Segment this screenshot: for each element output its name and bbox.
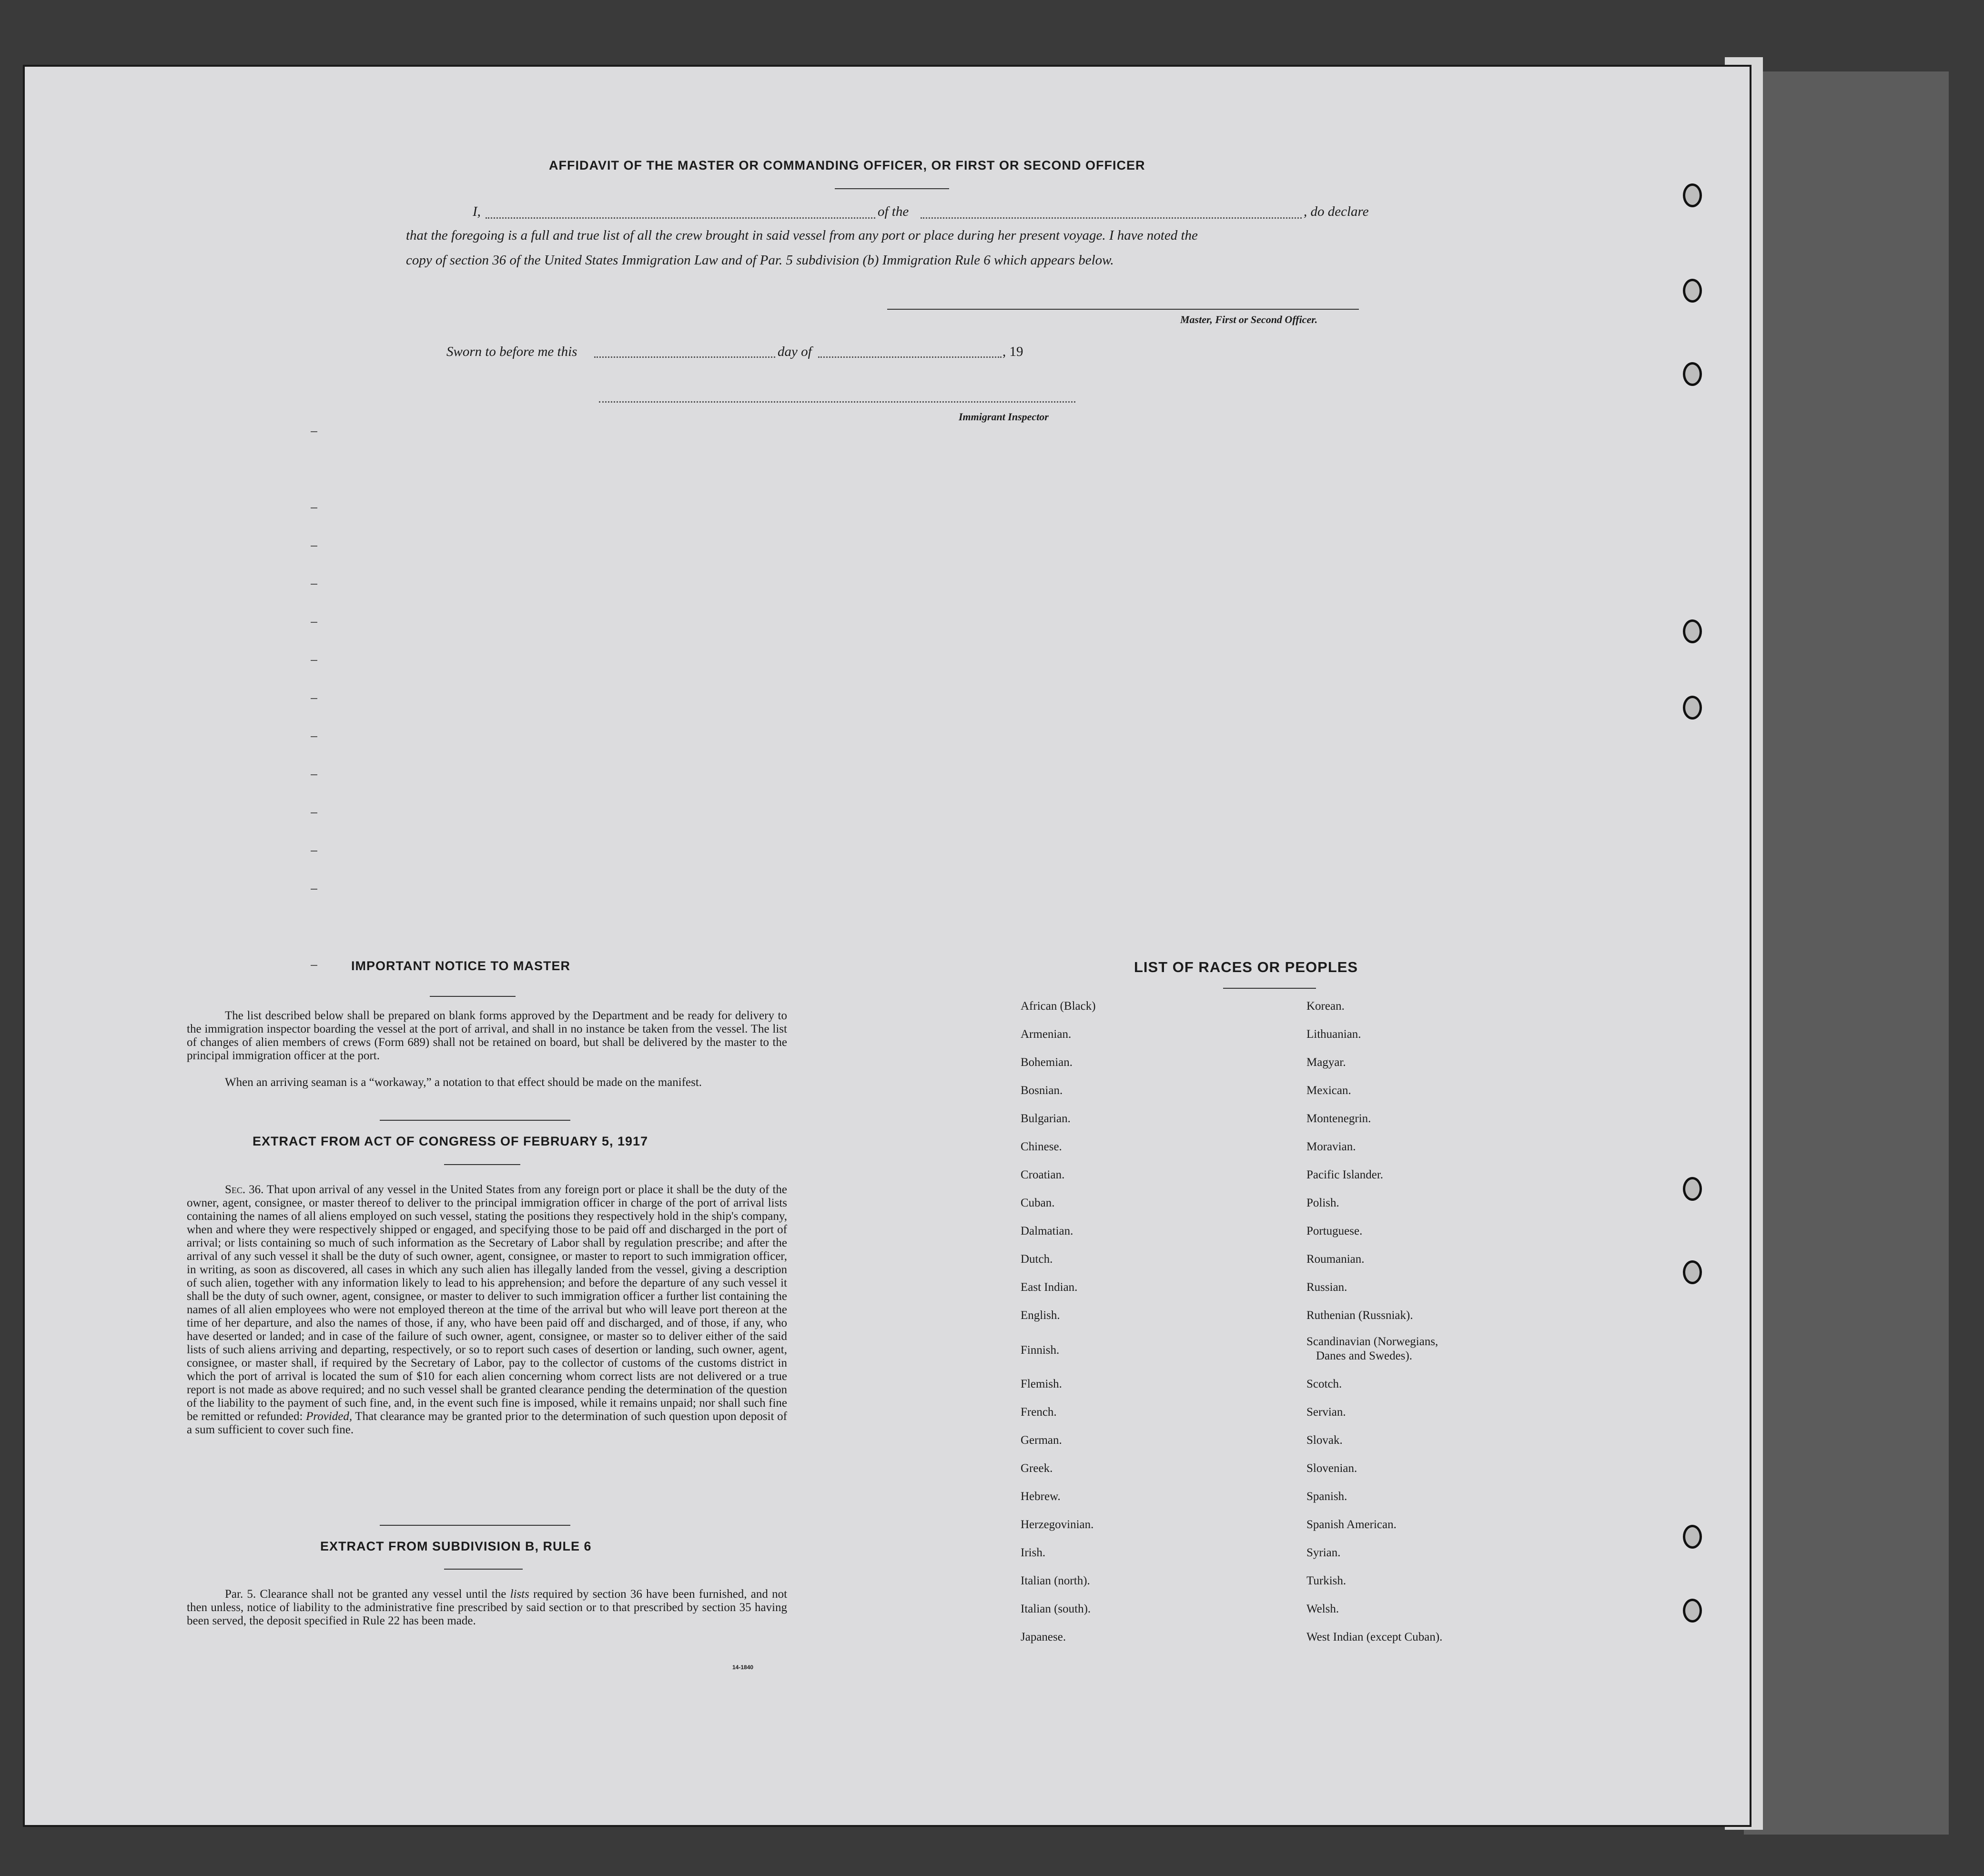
binder-hole [1683,1599,1702,1622]
divider [380,1120,570,1121]
race-item: English. [1021,1309,1060,1322]
race-item: Cuban. [1021,1197,1055,1209]
signature-caption: Master, First or Second Officer. [1180,314,1318,325]
race-item: Magyar. [1306,1056,1346,1069]
race-item: Italian (north). [1021,1574,1090,1587]
extract-rule-title: EXTRACT FROM SUBDIVISION B, RULE 6 [320,1539,592,1553]
race-item: Finnish. [1021,1344,1060,1357]
race-item: Mexican. [1306,1084,1351,1097]
extract-rule-text [187,1588,787,1628]
document-page [25,67,1750,1825]
tick-mark [311,507,317,508]
race-item: Dalmatian. [1021,1225,1073,1237]
affidavit-line-2: that the foregoing is a full and true list of all the crew brought in said vessel from any port or place during her present voyage. I have noted the [406,228,1198,243]
races-title: LIST OF RACES OR PEOPLES [1134,959,1358,975]
binder-hole [1683,183,1702,207]
sworn-month-blank[interactable] [818,356,1002,358]
race-item: Dutch. [1021,1253,1053,1266]
race-item: West Indian (except Cuban). [1306,1631,1443,1643]
rule-text-a: Par. 5. Clearance shall not be granted any vessel until the [225,1588,506,1601]
race-item: Hebrew. [1021,1490,1061,1503]
race-item: Syrian. [1306,1546,1341,1559]
section-label: Sec. 36. [225,1183,264,1196]
race-item: Flemish. [1021,1378,1062,1390]
notice-paragraph-2: When an arriving seaman is a “workaway,” a notation to that effect should be made on the manifest. [225,1076,702,1089]
tick-mark [311,431,317,432]
binder-hole [1683,696,1702,720]
race-item: Spanish American. [1306,1518,1397,1531]
race-item: Italian (south). [1021,1602,1091,1615]
sworn-year: , 19 [1002,344,1023,359]
race-item: Ruthenian (Russniak). [1306,1309,1413,1322]
race-item: Danes and Swedes). [1316,1349,1413,1362]
notice-paragraph-1: The list described below shall be prepared on blank forms approved by the Department and be ready for delivery to the immigration inspector boarding the vessel at the port of arrival, and shall in no instance be taken from the vessel. The list of changes of alien members of crews (Form 689) shall not be retained on board, but shall be delivered by the master to the principal immigration officer at the port. [187,1009,787,1062]
divider [380,1525,570,1526]
race-item: Slovenian. [1306,1462,1357,1475]
race-item: Montenegrin. [1306,1112,1371,1125]
tick-mark [311,698,317,699]
sworn-day-of: day of [778,344,812,359]
tick-mark [311,889,317,890]
race-item: Armenian. [1021,1028,1072,1041]
race-item: Servian. [1306,1406,1346,1419]
race-item: Greek. [1021,1462,1053,1475]
binder-hole [1683,619,1702,643]
tick-mark [311,965,317,966]
race-item: Polish. [1306,1197,1339,1209]
race-item: Portuguese. [1306,1225,1363,1237]
race-item: Bulgarian. [1021,1112,1071,1125]
binder-hole [1683,1177,1702,1201]
race-item: Scandinavian (Norwegians, [1306,1335,1438,1348]
section-body: That upon arrival of any vessel in the United States from any foreign port or place it shall be the duty of the owner, agent, consignee, or master thereof to deliver to the principal immigration officer in charge of the port of arrival lists containing the names of all aliens employed on such vessel, stating the positions they respectively hold in the ship's company, when and where they were respectively shipped or engaged, and specifying those to be paid off and discharged in the port of arrival; or lists containing so much of such information as the Secretary of Labor shall by regulation prescribe; and after the arrival of any such vessel it shall be the duty of such owner, agent, consignee, or master to report to such immigration officer, in writing, as soon as discovered, all cases in which any such alien has illegally landed from the vessel, giving a description of such alien, together with any information likely to lead to his apprehension; and before the departure of any such vessel it shall be the duty of such owner, agent, consignee, or master to deliver to such immigration officer a further list containing the names of all alien employees who were not employed thereon at the time of the arrival but who will leave port thereon at the time of her departure, and also the names of those, if any, who have been paid off and discharged, and of those, if any, who have deserted or landed; and in case of the failure of such owner, agent, consignee, or master so to deliver either of the said lists of such aliens arriving and departing, respectively, or so to report such cases of desertion or landing, such owner, agent, consignee, or master shall, if required by the Secretary of Labor, pay to the collector of customs of the customs district in which the port of arrival is located the sum of $10 for each alien concerning whom correct lists are not delivered or a true report is not made as above required; and no such vessel shall be granted clearance pending the determination of the question of the liability to the payment of such fine, and, in the event such fine is imposed, while it remains unpaid; nor shall such fine be remitted or refunded: [187,1183,787,1423]
provided-label: Provided, [306,1410,353,1423]
extract-act-title: EXTRACT FROM ACT OF CONGRESS OF FEBRUARY 5, 1917 [253,1134,648,1148]
race-item: African (Black) [1021,1000,1096,1013]
vessel-name-blank[interactable] [921,217,1302,219]
race-item: East Indian. [1021,1281,1078,1294]
form-number: 14-1840 [732,1664,754,1671]
race-item: Bohemian. [1021,1056,1073,1069]
race-item: Japanese. [1021,1631,1066,1643]
affidavit-line-1 [473,204,481,220]
tick-mark [311,812,317,813]
background-page-edge [1744,71,1949,1835]
race-item: Moravian. [1306,1140,1356,1153]
do-declare-label: , do declare [1304,204,1369,219]
extract-act-text [187,1183,787,1437]
race-item: Lithuanian. [1306,1028,1361,1041]
rule-text-b: required by section 36 have been furnished, and not then unless, notice of liability to the administrative fine prescribed by said section or to that prescribed by section 35 having been served, the deposit specified in Rule 22 has been made. [187,1588,788,1627]
race-item: German. [1021,1434,1062,1447]
race-item: Pacific Islander. [1306,1168,1384,1181]
sworn-day-blank[interactable] [594,356,775,358]
name-blank[interactable] [486,217,875,219]
tick-mark [311,546,317,547]
rule-text-lists: lists [510,1588,529,1601]
sworn-prefix: Sworn to before me this [446,344,577,359]
tick-mark [311,622,317,623]
binder-hole [1683,1260,1702,1284]
race-item: Korean. [1306,1000,1345,1013]
divider [444,1569,523,1570]
inspector-caption: Immigrant Inspector [959,411,1049,423]
race-item: Irish. [1021,1546,1046,1559]
tick-mark [311,584,317,585]
divider [835,188,949,189]
divider [1223,988,1316,989]
race-item: Scotch. [1306,1378,1342,1390]
race-item: Roumanian. [1306,1253,1365,1266]
race-item: Bosnian. [1021,1084,1063,1097]
of-the-label: of the [878,204,909,219]
section-body-end: That clearance may be granted prior to the determination of such question upon deposit of a sum sufficient to cover such fine. [187,1410,787,1436]
race-item: Chinese. [1021,1140,1062,1153]
race-item: Turkish. [1306,1574,1346,1587]
inspector-signature-line[interactable] [599,401,1075,403]
binder-hole [1683,279,1702,303]
binder-hole [1683,362,1702,386]
affidavit-i-label: I, [473,204,481,219]
affidavit-title: AFFIDAVIT OF THE MASTER OR COMMANDING OFFICER, OR FIRST OR SECOND OFFICER [549,158,1145,172]
tick-mark [311,851,317,852]
notice-title: IMPORTANT NOTICE TO MASTER [351,959,570,973]
divider [430,996,516,997]
binder-hole [1683,1525,1702,1549]
race-item: Russian. [1306,1281,1347,1294]
race-item: French. [1021,1406,1057,1419]
race-item: Slovak. [1306,1434,1343,1447]
tick-mark [311,736,317,737]
tick-mark [311,660,317,661]
race-item: Herzegovinian. [1021,1518,1094,1531]
signature-line[interactable] [887,309,1359,310]
race-item: Welsh. [1306,1602,1339,1615]
divider [444,1164,520,1165]
affidavit-line-3: copy of section 36 of the United States Immigration Law and of Par. 5 subdivision (b) Immigration Rule 6 which appears below. [406,253,1114,268]
tick-mark [311,774,317,775]
race-item: Croatian. [1021,1168,1065,1181]
race-item: Spanish. [1306,1490,1347,1503]
